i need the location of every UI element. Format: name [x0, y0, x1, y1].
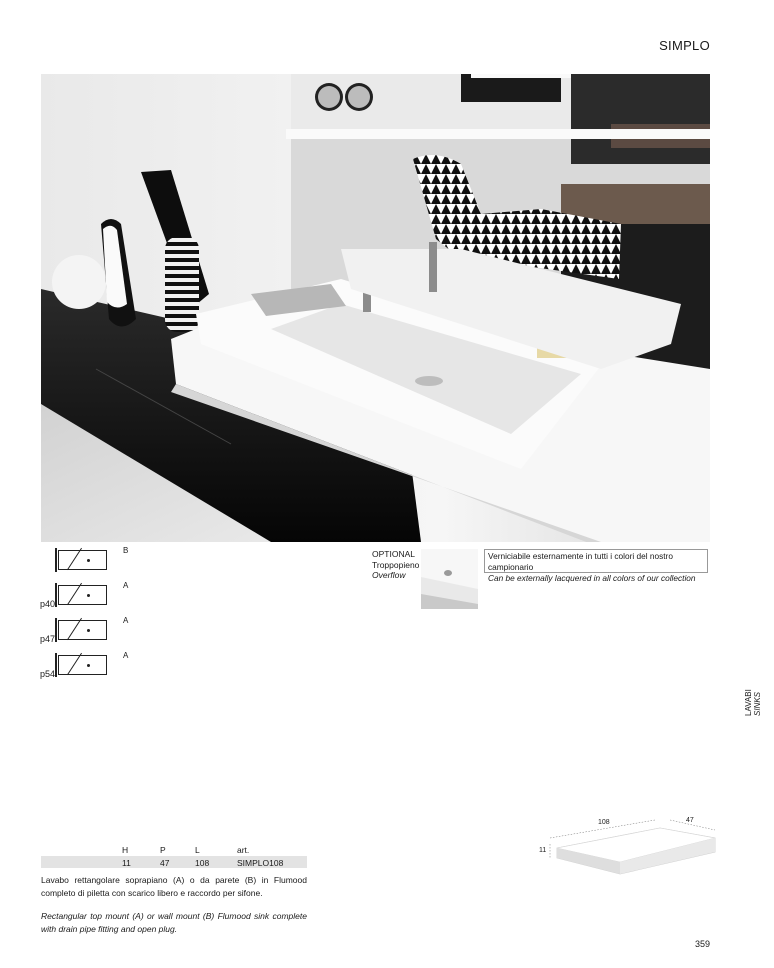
description-it: Lavabo rettangolare soprapiano (A) o da parete (B) in Flumood completo di piletta con scarico libero e raccordo per sifone.: [41, 875, 307, 898]
overflow-photo: [421, 549, 478, 609]
variant-letter: A: [123, 651, 129, 660]
variant-letter: A: [123, 616, 129, 625]
variant-code: p54: [40, 669, 56, 679]
variant-code: p40: [40, 599, 56, 609]
sink-plan-diagram: [58, 550, 107, 570]
lacquer-note-it: Verniciabile esternamente in tutti i colori del nostro campionario: [488, 551, 673, 572]
col-header-l: L: [195, 845, 200, 855]
dimension-table: [41, 843, 307, 868]
cell-art: SIMPLO108: [237, 858, 284, 868]
dim-length: 108: [598, 819, 610, 826]
sink-plan-diagram: [58, 620, 107, 640]
variant-letter: A: [123, 581, 129, 590]
optional-item-en: Overflow: [372, 570, 406, 580]
optional-block: [372, 549, 419, 581]
optional-label: OPTIONAL: [372, 549, 415, 559]
sink-plan-diagram: [58, 585, 107, 605]
variant-letter: B: [123, 546, 129, 555]
lacquer-note-en: Can be externally lacquered in all colors of our collection: [488, 573, 696, 583]
col-header-p: P: [160, 845, 166, 855]
optional-item-it: Troppopieno: [372, 559, 420, 570]
cell-l: 108: [195, 858, 210, 868]
table-row: [41, 856, 307, 868]
lacquer-note: [484, 549, 708, 583]
page-number: 359: [695, 939, 711, 949]
section-side-label: [744, 688, 764, 716]
cell-h: 11: [122, 858, 131, 868]
description-en: Rectangular top mount (A) or wall mount (B) Flumood sink complete with drain pipe fitting and open plug.: [41, 911, 307, 934]
brand-title: SIMPLO: [659, 38, 710, 53]
dim-height: 11: [539, 847, 547, 854]
dim-depth: 47: [686, 817, 694, 824]
product-photo: [41, 74, 710, 542]
col-header-art: art.: [237, 845, 250, 855]
col-header-h: H: [122, 845, 129, 855]
cell-p: 47: [160, 858, 170, 868]
side-label-en: SINKS: [753, 691, 762, 716]
side-label-it: LAVABI: [744, 689, 753, 716]
sink-dimension-drawing: [540, 818, 720, 878]
table-header-row: [41, 843, 307, 855]
variant-code: p47: [40, 634, 56, 644]
sink-plan-diagram: [58, 655, 107, 675]
